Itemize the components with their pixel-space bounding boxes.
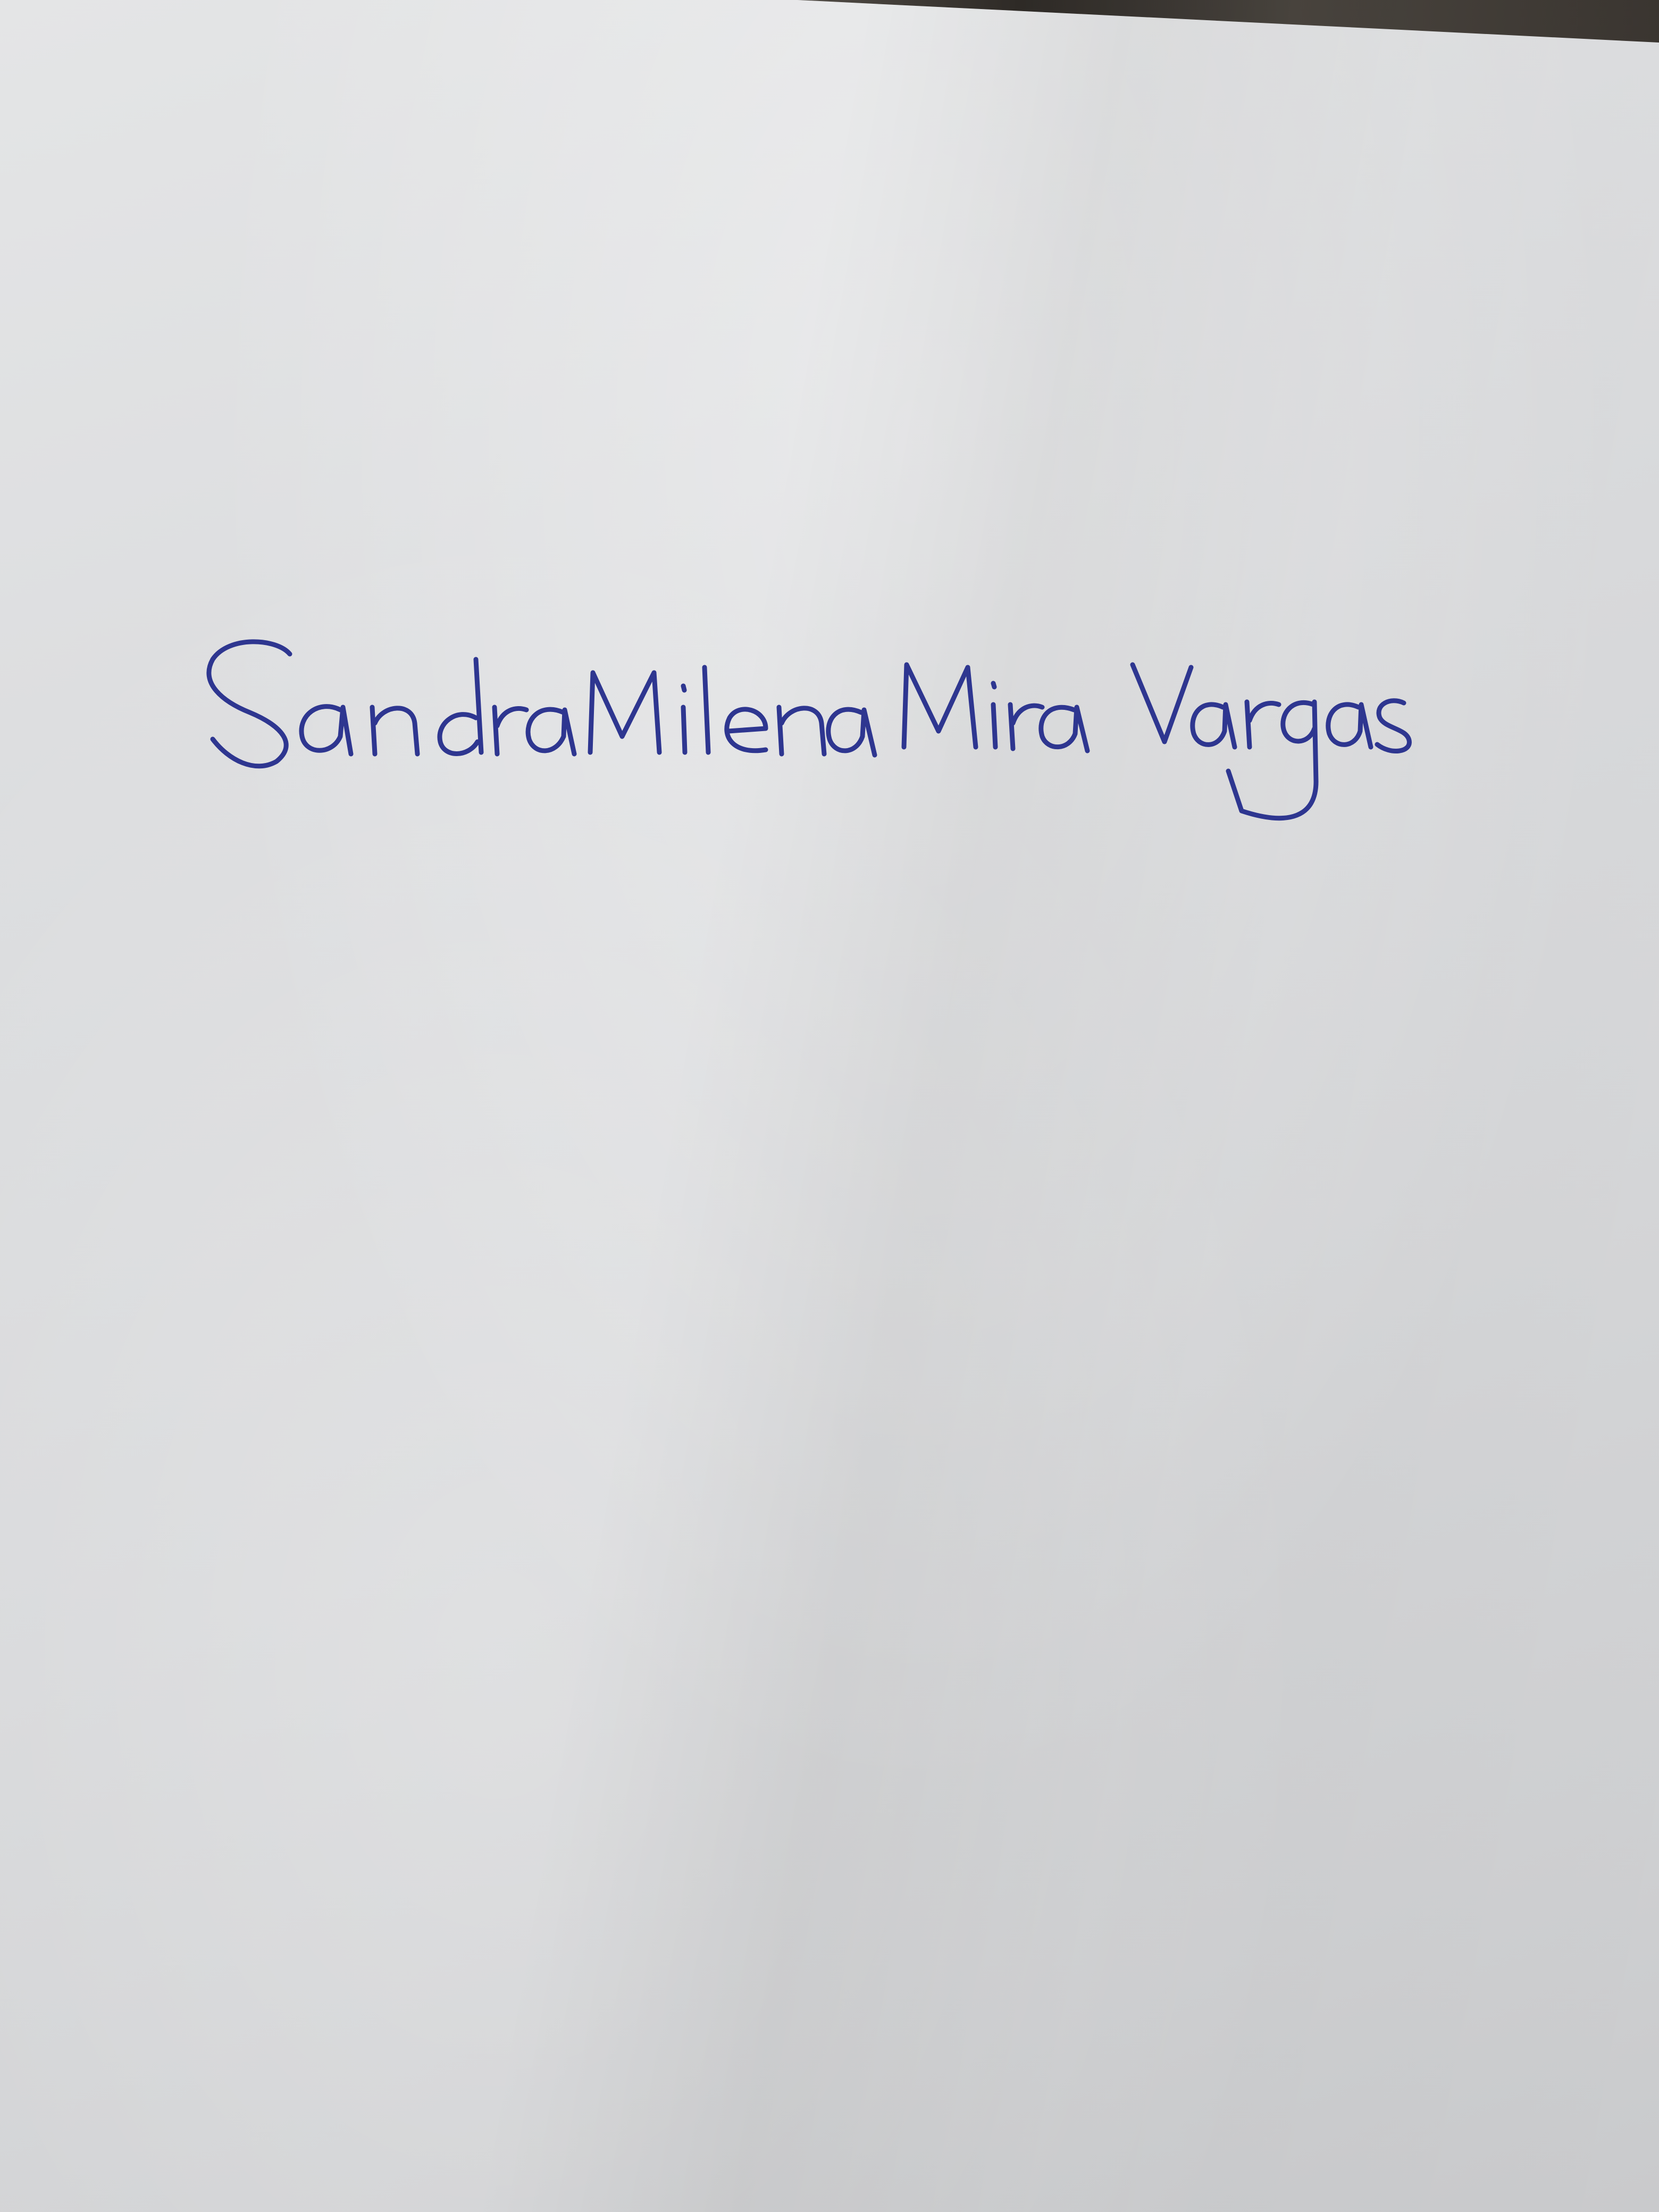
glyph-a4	[1041, 707, 1087, 751]
glyph-n2	[779, 707, 824, 754]
glyph-a5	[1193, 705, 1235, 747]
glyph-i1	[683, 686, 685, 752]
glyph-d1	[440, 659, 481, 754]
glyph-s	[1377, 701, 1409, 751]
glyph-M1	[590, 673, 659, 752]
glyph-i2	[993, 683, 995, 747]
glyph-n1	[372, 707, 417, 754]
glyph-g1	[1228, 702, 1316, 818]
glyph-r2	[1010, 705, 1042, 749]
glyph-a1	[301, 707, 351, 754]
glyph-a6	[1328, 705, 1371, 747]
glyph-r3	[1247, 702, 1279, 747]
glyph-e1	[727, 709, 766, 751]
glyph-a2	[528, 709, 574, 754]
glyph-V	[1133, 665, 1191, 742]
glyph-r1	[495, 707, 526, 754]
glyph-S	[209, 642, 290, 766]
glyph-l1	[705, 667, 708, 752]
glyph-a3	[828, 709, 875, 755]
glyph-M2	[904, 665, 976, 747]
